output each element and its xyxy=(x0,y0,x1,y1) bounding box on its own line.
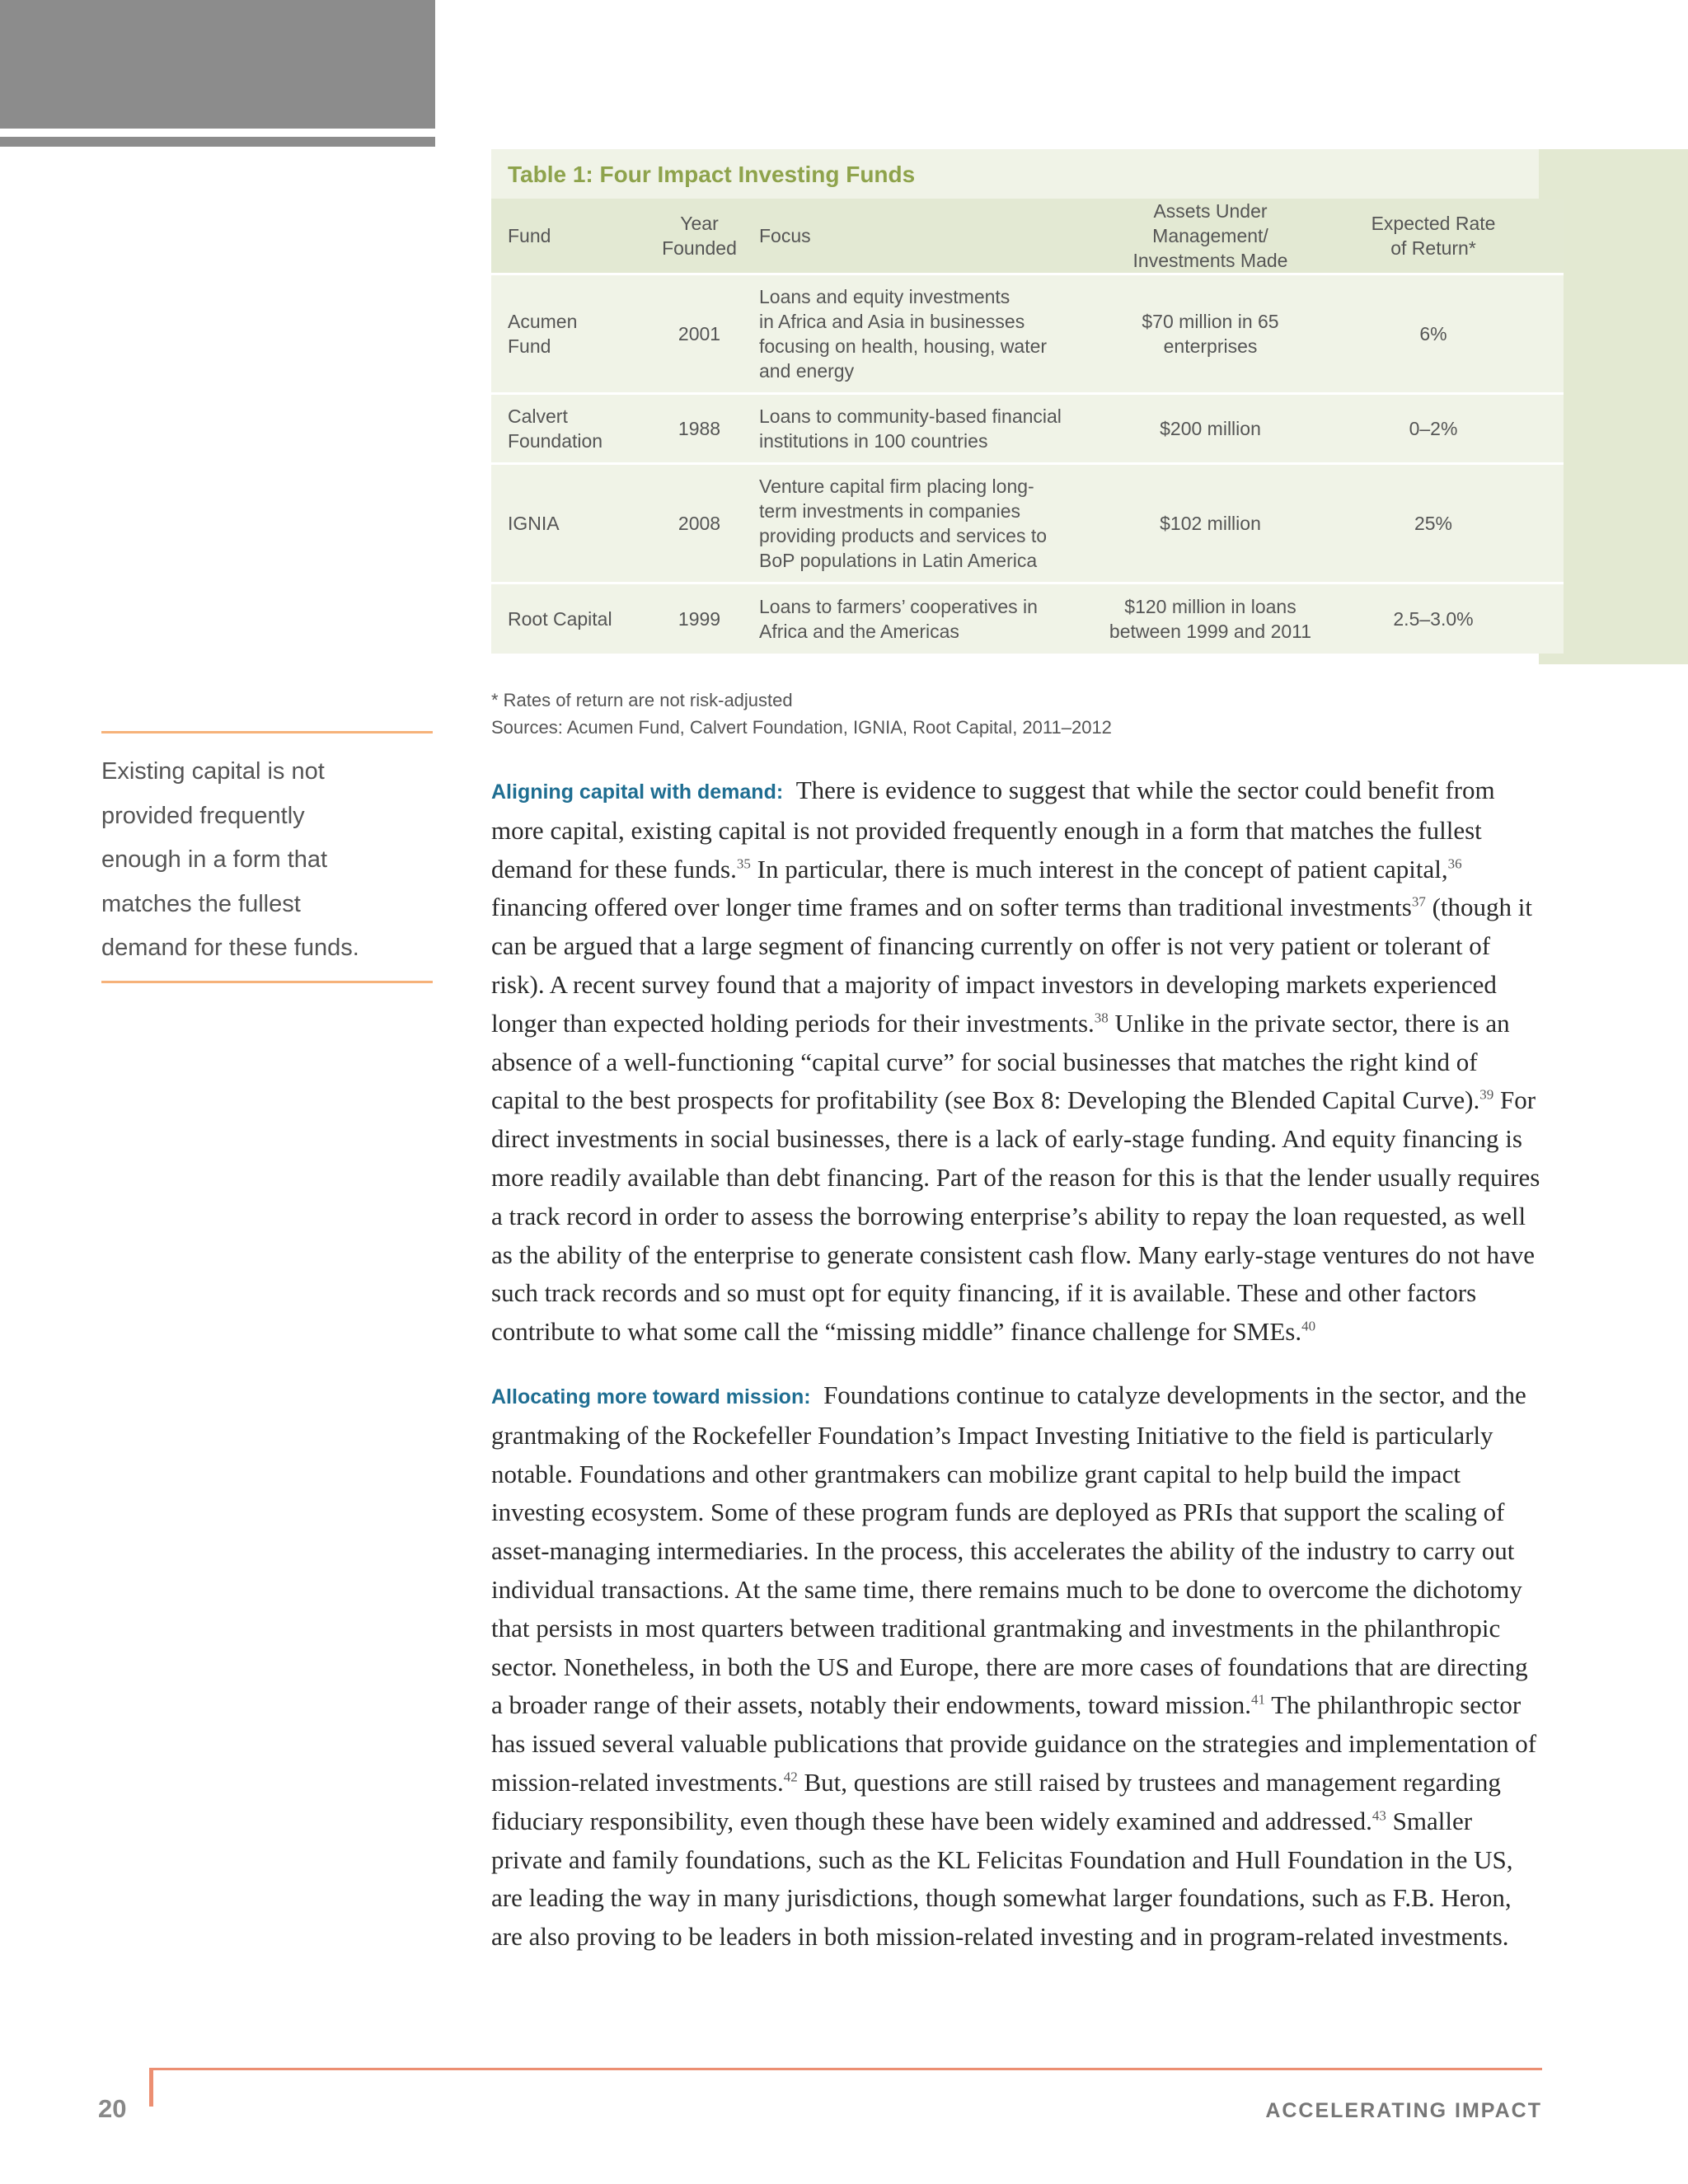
table-row xyxy=(491,274,1564,394)
running-title: ACCELERATING IMPACT xyxy=(1265,2099,1542,2122)
corner-gray-stripe xyxy=(0,137,435,147)
table-footnote: * Rates of return are not risk-adjusted xyxy=(491,690,793,710)
cell-assets: $120 million in loans between 1999 and 2011 xyxy=(1109,595,1312,642)
table-row xyxy=(491,583,1564,654)
footnote-ref: 42 xyxy=(783,1769,798,1785)
pullquote: Existing capital is not provided frequently enough in a form that matches the fullest demand for these funds. xyxy=(101,758,359,961)
cell-focus: Loans to farmers’ cooperatives in Africa and the Americas xyxy=(759,595,1038,642)
cell-fund: Calvert Foundation xyxy=(508,405,603,452)
cell-focus: Venture capital firm placing long- term investments in companies providing products and services to BoP populations in Latin America xyxy=(759,476,1048,571)
footnote-ref: 41 xyxy=(1251,1692,1266,1708)
table-row xyxy=(491,394,1564,464)
page-number: 20 xyxy=(98,2094,127,2123)
cell-assets: $70 million in 65 enterprises xyxy=(1142,311,1279,357)
cell-fund: IGNIA xyxy=(508,513,560,534)
cell-assets: $200 million xyxy=(1160,418,1261,439)
pullquote-top-rule xyxy=(101,731,433,733)
cell-fund: Acumen Fund xyxy=(508,311,578,357)
footnote-ref: 43 xyxy=(1372,1807,1386,1824)
table-header-row xyxy=(491,199,1564,274)
footnote-ref: 36 xyxy=(1447,855,1462,872)
header-expected-rate: Expected Rate of Return* xyxy=(1371,213,1496,259)
header-focus: Focus xyxy=(759,225,811,246)
paragraph-allocating-mission: Allocating more toward mission: Foundations continue to catalyze developments in the sector, and the grantmaking of the Rockefeller Foundation’s Impact Investing Initiative to the field is particularly notable. Foundations and other grantmakers can mobilize grant capital to help build the impact investing ecosystem. Some of these program funds are deployed as PRIs that support the scaling of asset-managing intermediaries. In the process, this accelerates the ability of the industry to carry out individual transactions. At the same time, there remains much to be done to overcome the dichotomy that persists in most quarters between traditional grantmaking and investments in the philanthropic sector. Nonetheless, in both the US and Europe, there are more cases of foundations that are directing a broader range of their assets, notably their endowments, toward mission.$^{41}$ The philanthropic sector has issued several valuable publications that provide guidance on the strategies and implementation of mission-related investments.$^{42}$ But, questions are still raised by trustees and management regarding fiduciary responsibility, even though these have been widely examined and addressed.$^{43}$ Smaller private and family foundations, such as the KL Felicitas Foundation and Hull Foundation in the US, are leading the way in many jurisdictions, though somewhat larger foundations, such as F.B. Heron, are also proving to be leaders in both mission-related investing and in program-related investments. xyxy=(491,1380,1537,1952)
footer-rule xyxy=(149,2068,1542,2070)
cell-focus: Loans and equity investments in Africa and Asia in businesses focusing on health, housing, water and energy xyxy=(759,286,1048,382)
corner-gray-block xyxy=(0,0,435,129)
header-assets: Assets Under Management/ Investments Made xyxy=(1132,200,1288,271)
table-title: Table 1: Four Impact Investing Funds xyxy=(508,162,916,187)
table-sources: Sources: Acumen Fund, Calvert Foundation, IGNIA, Root Capital, 2011–2012 xyxy=(491,717,1112,738)
lead-in-allocating-mission: Allocating more toward mission: xyxy=(491,1385,811,1408)
cell-fund: Root Capital xyxy=(508,607,612,630)
cell-year: 1988 xyxy=(678,418,721,439)
paragraph-aligning-capital: Aligning capital with demand: There is evidence to suggest that while the sector could benefit from more capital, existing capital is not provided frequently enough in a form that matches the fullest demand for these funds.$^{35}$ In particular, there is much interest in the concept of patient capital,$^{36}$ financing offered over longer time frames and on softer terms than traditional investments$^{37}$ (though it can be argued that a large segment of financing currently on offer is not very patient or tolerant of risk). A recent survey found that a majority of impact investors in developing markets experienced longer than expected holding periods for their investments.$^{38}$ Unlike in the private sector, there is an absence of a well-functioning “capital curve” for social businesses that matches the right kind of capital to the best prospects for profitability (see Box 8: Developing the Blended Capital Curve).$^{39}$ For direct investments in social businesses, there is a lack of early-stage funding. And equity financing is more readily available than debt financing. Part of the reason for this is that the lender usually requires a track record in order to assess the borrowing enterprise’s ability to repay the loan requested, as well as the ability of the enterprise to generate consistent cash flow. Many early-stage ventures do not have such track records and so must opt for equity financing, if it is available. These and other factors contribute to what some call the “missing middle” finance challenge for SMEs.$^{40}$ xyxy=(491,776,1540,1347)
header-fund: Fund xyxy=(508,225,551,246)
cell-year: 2008 xyxy=(678,513,721,534)
footnote-ref: 38 xyxy=(1094,1010,1109,1026)
footnote-ref: 40 xyxy=(1301,1318,1316,1334)
lead-in-aligning-capital: Aligning capital with demand: xyxy=(491,780,784,804)
footnote-ref: 39 xyxy=(1479,1087,1494,1104)
table-row xyxy=(491,464,1564,583)
cell-assets: $102 million xyxy=(1160,513,1261,534)
footnote-ref: 35 xyxy=(736,855,751,872)
pullquote-bottom-rule xyxy=(101,981,433,983)
funds-table-grid xyxy=(491,199,1564,654)
funds-table xyxy=(491,149,1539,654)
cell-rate: 6% xyxy=(1419,323,1447,344)
footnote-ref: 37 xyxy=(1411,894,1426,911)
footer-rule-tick xyxy=(149,2068,153,2107)
cell-focus: Loans to community-based financial institutions in 100 countries xyxy=(759,405,1062,452)
header-year: Year Founded xyxy=(662,213,737,259)
cell-year: 1999 xyxy=(678,607,721,630)
cell-rate: 25% xyxy=(1414,513,1453,534)
cell-rate: 0–2% xyxy=(1409,418,1458,439)
cell-year: 2001 xyxy=(678,323,721,344)
cell-rate: 2.5–3.0% xyxy=(1393,607,1474,630)
